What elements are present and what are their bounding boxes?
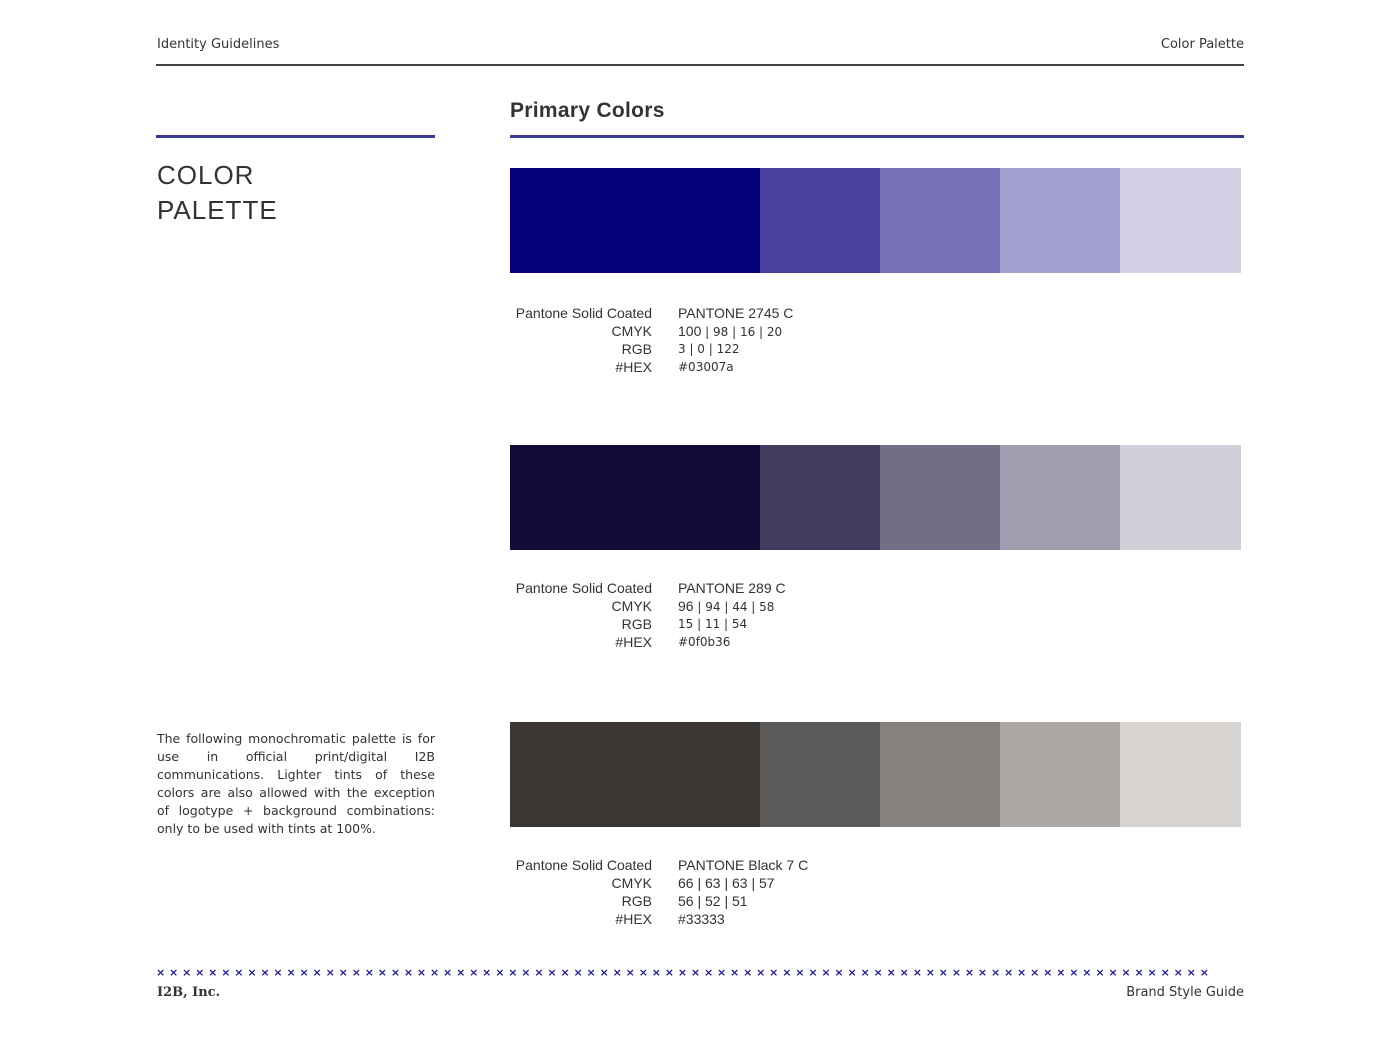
cmyk-value (678, 322, 782, 340)
swatch-tint-80 (760, 445, 880, 550)
header-divider (156, 64, 1244, 66)
footer-cross-pattern: × × × × × × × × × × × × × × × × × × × × × × × × × × × × × × × × × × × × × × × × × × × × × × × × × × × × × × × × × × × × × × × × × × × × × × × × × × × × × × × × × (156, 966, 1209, 979)
swatch-100 (510, 445, 760, 550)
palette-swatches-black (510, 722, 1241, 827)
cmyk-label: CMYK (611, 875, 652, 891)
hex-value: #33333 (678, 911, 725, 927)
palette-spec-blue (510, 304, 1010, 376)
pantone-value: PANTONE Black 7 C (678, 857, 809, 873)
cmyk-label: CMYK (611, 323, 652, 339)
header-section-title: Color Palette (1160, 37, 1244, 52)
cmyk-rest-value: | 94 | 44 | 58 (693, 600, 775, 614)
rgb-value: 3 | 0 | 122 (678, 342, 740, 356)
rgb-value: 15 | 11 | 54 (678, 617, 748, 631)
footer-company-name: I2B, Inc. (157, 985, 221, 1000)
pantone-label: Pantone Solid Coated (515, 857, 652, 873)
page-title-line-2: PALETTE (157, 195, 278, 225)
swatch-tint-40 (1000, 168, 1120, 273)
rgb-label: RGB (621, 893, 652, 909)
hex-value: #03007a (678, 360, 734, 374)
rgb-label: RGB (621, 341, 652, 357)
swatch-tint-60 (880, 722, 1000, 827)
pantone-label: Pantone Solid Coated (515, 580, 652, 596)
cmyk-label: CMYK (611, 598, 652, 614)
swatch-tint-40 (1000, 445, 1120, 550)
hex-value: #0f0b36 (678, 635, 731, 649)
swatch-tint-20 (1120, 168, 1241, 273)
pantone-label: Pantone Solid Coated (515, 305, 652, 321)
cmyk-value (678, 597, 774, 615)
hex-label: #HEX (615, 634, 652, 650)
palette-spec-navy (510, 579, 1010, 651)
cmyk-c-value: 100 (678, 323, 702, 339)
rgb-value: 56 | 52 | 51 (678, 893, 748, 909)
pantone-value: PANTONE 289 C (678, 580, 786, 596)
hex-label: #HEX (615, 911, 652, 927)
cmyk-value: 66 | 63 | 63 | 57 (678, 875, 775, 891)
hex-label: #HEX (615, 359, 652, 375)
swatch-100 (510, 168, 760, 273)
palette-swatches-blue (510, 168, 1241, 273)
swatch-100 (510, 722, 760, 827)
swatch-tint-80 (760, 168, 880, 273)
pantone-value: PANTONE 2745 C (678, 305, 794, 321)
swatch-tint-40 (1000, 722, 1120, 827)
cmyk-c-value: 96 (678, 598, 694, 614)
sidebar-accent-rule (156, 135, 435, 138)
swatch-tint-60 (880, 445, 1000, 550)
swatch-tint-20 (1120, 445, 1241, 550)
palette-spec-black (510, 856, 1010, 928)
swatch-tint-20 (1120, 722, 1241, 827)
palette-usage-note: The following monochromatic palette is for use in official print/digital I2B communications. Lighter tints of these colors are also allowed with the exception of logotype + background combinations: only to be used with tints at 100%. (157, 731, 435, 836)
swatch-tint-60 (880, 168, 1000, 273)
swatch-tint-80 (760, 722, 880, 827)
page-title-line-1: COLOR (157, 160, 255, 190)
palette-swatches-navy (510, 445, 1241, 550)
rgb-label: RGB (621, 616, 652, 632)
section-title: Primary Colors (510, 99, 665, 122)
page-title (157, 158, 278, 228)
footer-document-name: Brand Style Guide (1126, 985, 1244, 1000)
cmyk-rest-value: | 98 | 16 | 20 (701, 325, 783, 339)
section-accent-rule (510, 135, 1244, 138)
header-document-title: Identity Guidelines (157, 37, 280, 52)
